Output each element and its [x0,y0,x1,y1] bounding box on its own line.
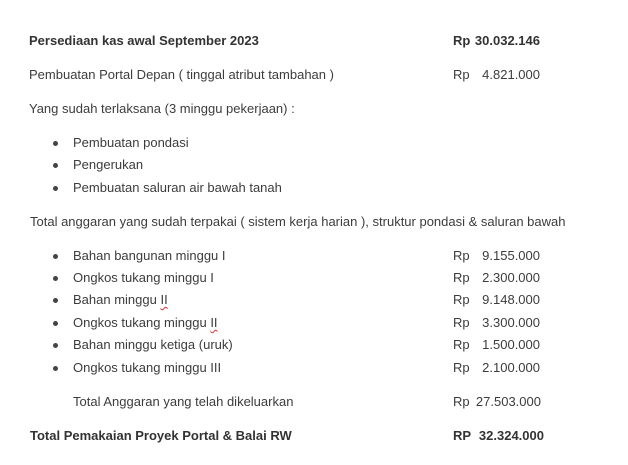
spellcheck-underline: II [210,315,218,330]
budget-item-currency: Rp [453,270,470,285]
bullet-icon [53,163,58,168]
completed-item: Pengerukan [73,157,144,172]
bullet-icon [53,321,58,326]
bullet-icon [53,186,58,191]
grand-total-amount: 32.324.000 [478,428,544,443]
bullet-icon [53,343,58,348]
bullet-icon [53,141,58,146]
spellcheck-underline: II [160,292,168,307]
budget-item-currency: Rp [453,315,470,330]
bullet-icon [53,298,58,303]
budget-item-label: Bahan minggu II [73,292,168,307]
portal-label: Pembuatan Portal Depan ( tinggal atribut tambahan ) [29,67,334,82]
completed-item: Pembuatan pondasi [73,135,189,150]
budget-item-amount: 1.500.000 [482,337,540,352]
grand-total-label: Total Pemakaian Proyek Portal & Balai RW [30,428,292,443]
budget-item-amount: 9.148.000 [482,292,540,307]
opening-balance-label: Persediaan kas awal September 2023 [29,33,259,48]
bullet-icon [53,276,58,281]
budget-item-currency: Rp [453,360,470,375]
budget-item-currency: Rp [453,337,470,352]
budget-item-amount: 2.300.000 [482,270,540,285]
budget-item-amount: 3.300.000 [482,315,540,330]
subtotal-currency: Rp [453,394,470,409]
budget-item-currency: Rp [453,292,470,307]
portal-amount: 4.821.000 [482,67,540,82]
bullet-icon [53,254,58,259]
completed-item: Pembuatan saluran air bawah tanah [73,180,282,195]
budget-item-label: Ongkos tukang minggu III [73,360,222,375]
budget-heading: Total anggaran yang sudah terpakai ( sistem kerja harian ), struktur pondasi & saluran bawah [30,214,566,229]
budget-item-currency: Rp [453,248,470,263]
completed-heading: Yang sudah terlaksana (3 minggu pekerjaan) : [29,101,295,116]
portal-currency: Rp [453,67,470,82]
budget-item-label: Ongkos tukang minggu I [73,270,214,285]
opening-balance-amount: 30.032.146 [474,33,540,48]
budget-item-amount: 9.155.000 [482,248,540,263]
budget-item-label: Bahan bangunan minggu I [73,248,226,263]
subtotal-amount: 27.503.000 [475,394,541,409]
opening-balance-currency: Rp [453,33,471,48]
budget-item-label: Ongkos tukang minggu II [73,315,218,330]
subtotal-label: Total Anggaran yang telah dikeluarkan [73,394,294,409]
grand-total-currency: RP [453,428,472,443]
budget-item-amount: 2.100.000 [482,360,540,375]
budget-item-label: Bahan minggu ketiga (uruk) [73,337,233,352]
bullet-icon [53,366,58,371]
